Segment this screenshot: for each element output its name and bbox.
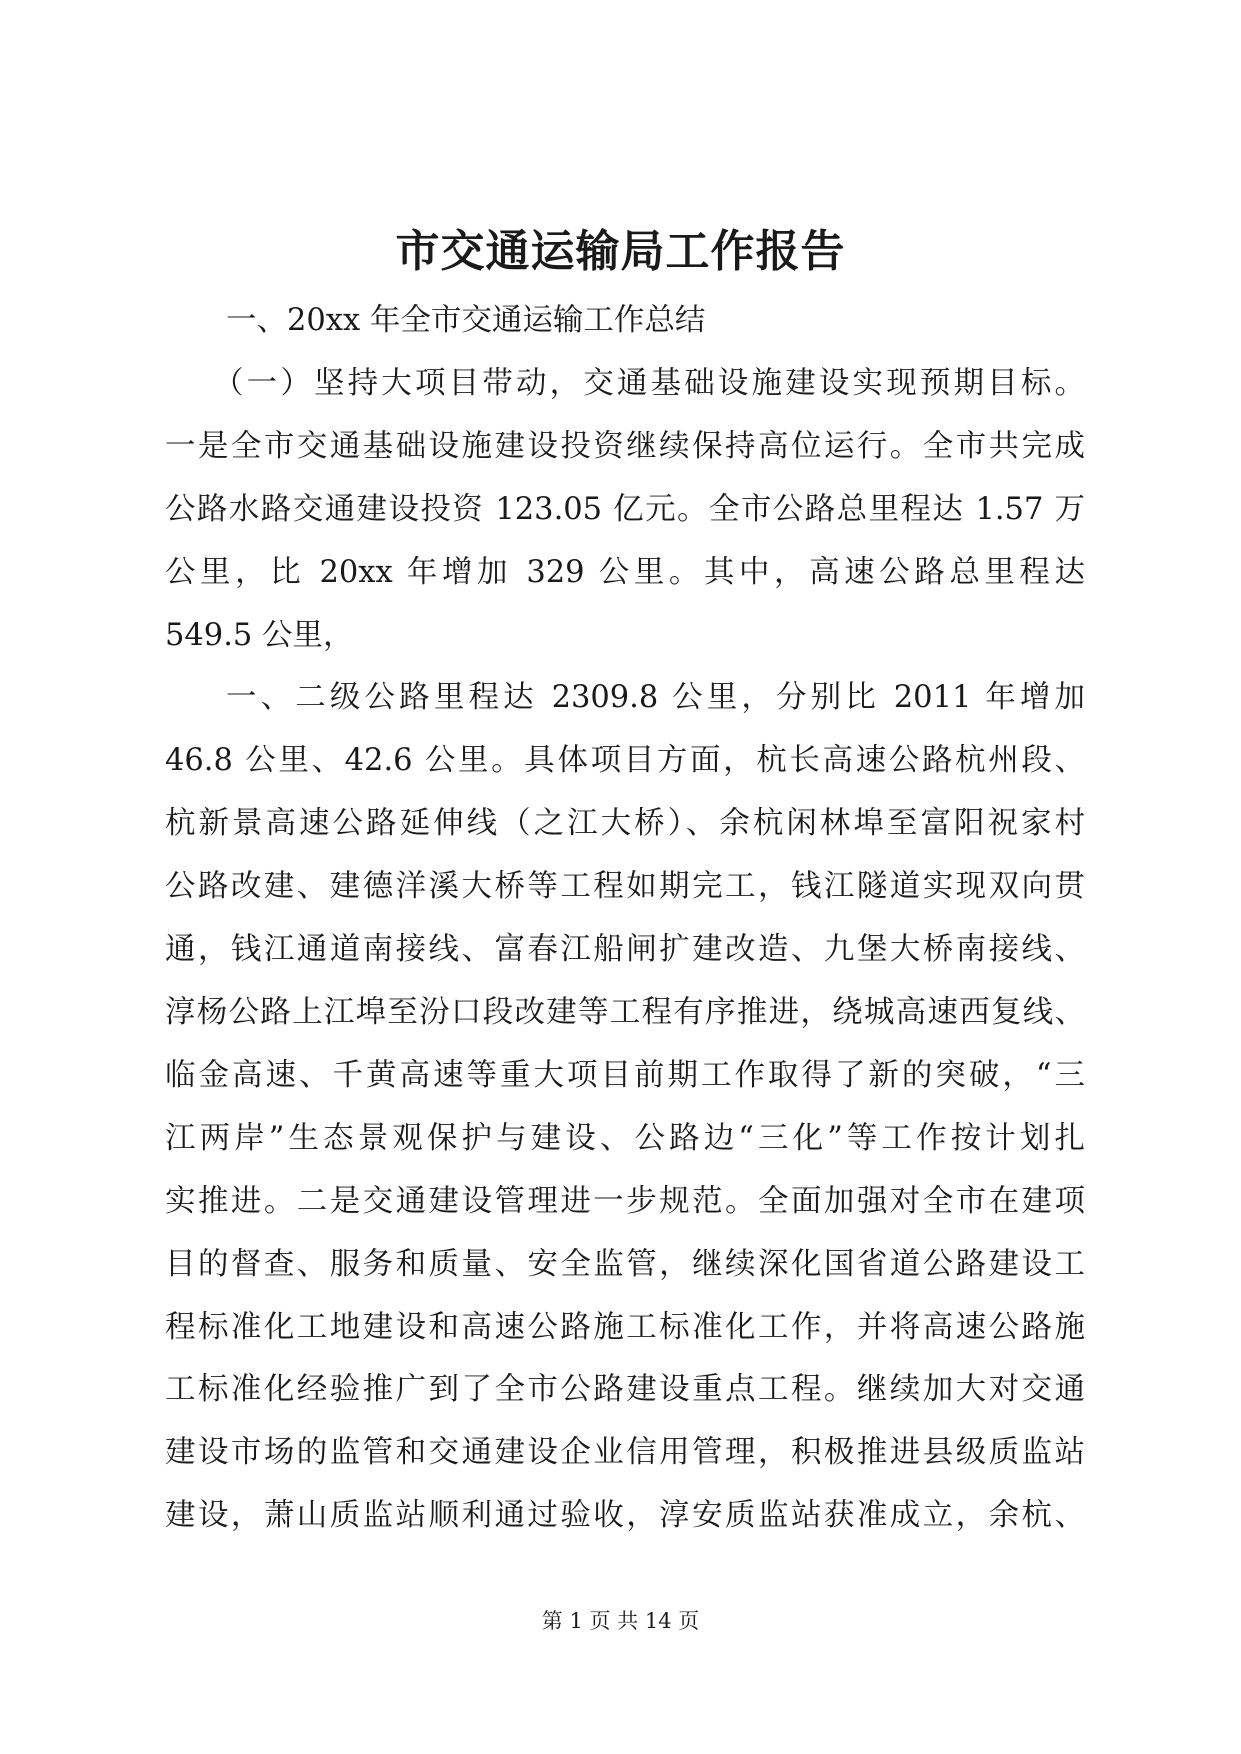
text-line: 工标准化经验推广到了全市公路建设重点工程。继续加大对交通 bbox=[165, 1372, 1085, 1408]
document-body bbox=[165, 290, 1085, 1548]
text-line: 临金高速、千黄高速等重大项目前期工作取得了新的突破，“三 bbox=[165, 1057, 1085, 1093]
text-line: 公路改建、建德洋溪大桥等工程如期完工，钱江隧道实现双向贯 bbox=[165, 869, 1085, 905]
text-line: 目的督查、服务和质量、安全监管，继续深化国省道公路建设工 bbox=[165, 1246, 1085, 1282]
text-line: 建设，萧山质监站顺利通过验收，淳安质监站获准成立，余杭、 bbox=[165, 1498, 1085, 1534]
text-line: 通，钱江通道南接线、富春江船闸扩建改造、九堡大桥南接线、 bbox=[165, 932, 1085, 968]
text-line: 建设市场的监管和交通建设企业信用管理，积极推进县级质监站 bbox=[165, 1435, 1085, 1471]
text-line: 实推进。二是交通建设管理进一步规范。全面加强对全市在建项 bbox=[165, 1183, 1085, 1219]
page-footer: 第 1 页 共 14 页 bbox=[541, 1609, 700, 1633]
text-line: 一是全市交通基础设施建设投资继续保持高位运行。全市共完成 bbox=[165, 428, 1085, 464]
paragraph-2 bbox=[165, 667, 1085, 1548]
heading-line: 一、20xx 年全市交通运输工作总结 bbox=[226, 303, 706, 338]
text-line: 公里，比 20xx 年增加 329 公里。其中，高速公路总里程达 bbox=[165, 554, 1085, 590]
text-line: 程标准化工地建设和高速公路施工标准化工作，并将高速公路施 bbox=[165, 1309, 1085, 1345]
section-heading bbox=[165, 290, 1085, 353]
text-line: 549.5 公里， bbox=[165, 617, 354, 653]
text-line: 公路水路交通建设投资 123.05 亿元。全市公路总里程达 1.57 万 bbox=[165, 491, 1085, 527]
text-line: 江两岸”生态景观保护与建设、公路边“三化”等工作按计划扎 bbox=[165, 1120, 1085, 1156]
text-line: （一）坚持大项目带动，交通基础设施建设实现预期目标。 bbox=[213, 365, 1085, 401]
paragraph-1 bbox=[165, 353, 1085, 668]
text-line: 淳杨公路上江埠至汾口段改建等工程有序推进，绕城高速西复线、 bbox=[165, 994, 1085, 1030]
text-line: 杭新景高速公路延伸线（之江大桥）、余杭闲林埠至富阳祝家村 bbox=[165, 806, 1085, 842]
text-line: 46.8 公里、42.6 公里。具体项目方面，杭长高速公路杭州段、 bbox=[165, 743, 1085, 779]
document-title: 市交通运输局工作报告 bbox=[395, 226, 846, 277]
text-line: 一、二级公路里程达 2309.8 公里，分别比 2011 年增加 bbox=[226, 680, 1085, 716]
